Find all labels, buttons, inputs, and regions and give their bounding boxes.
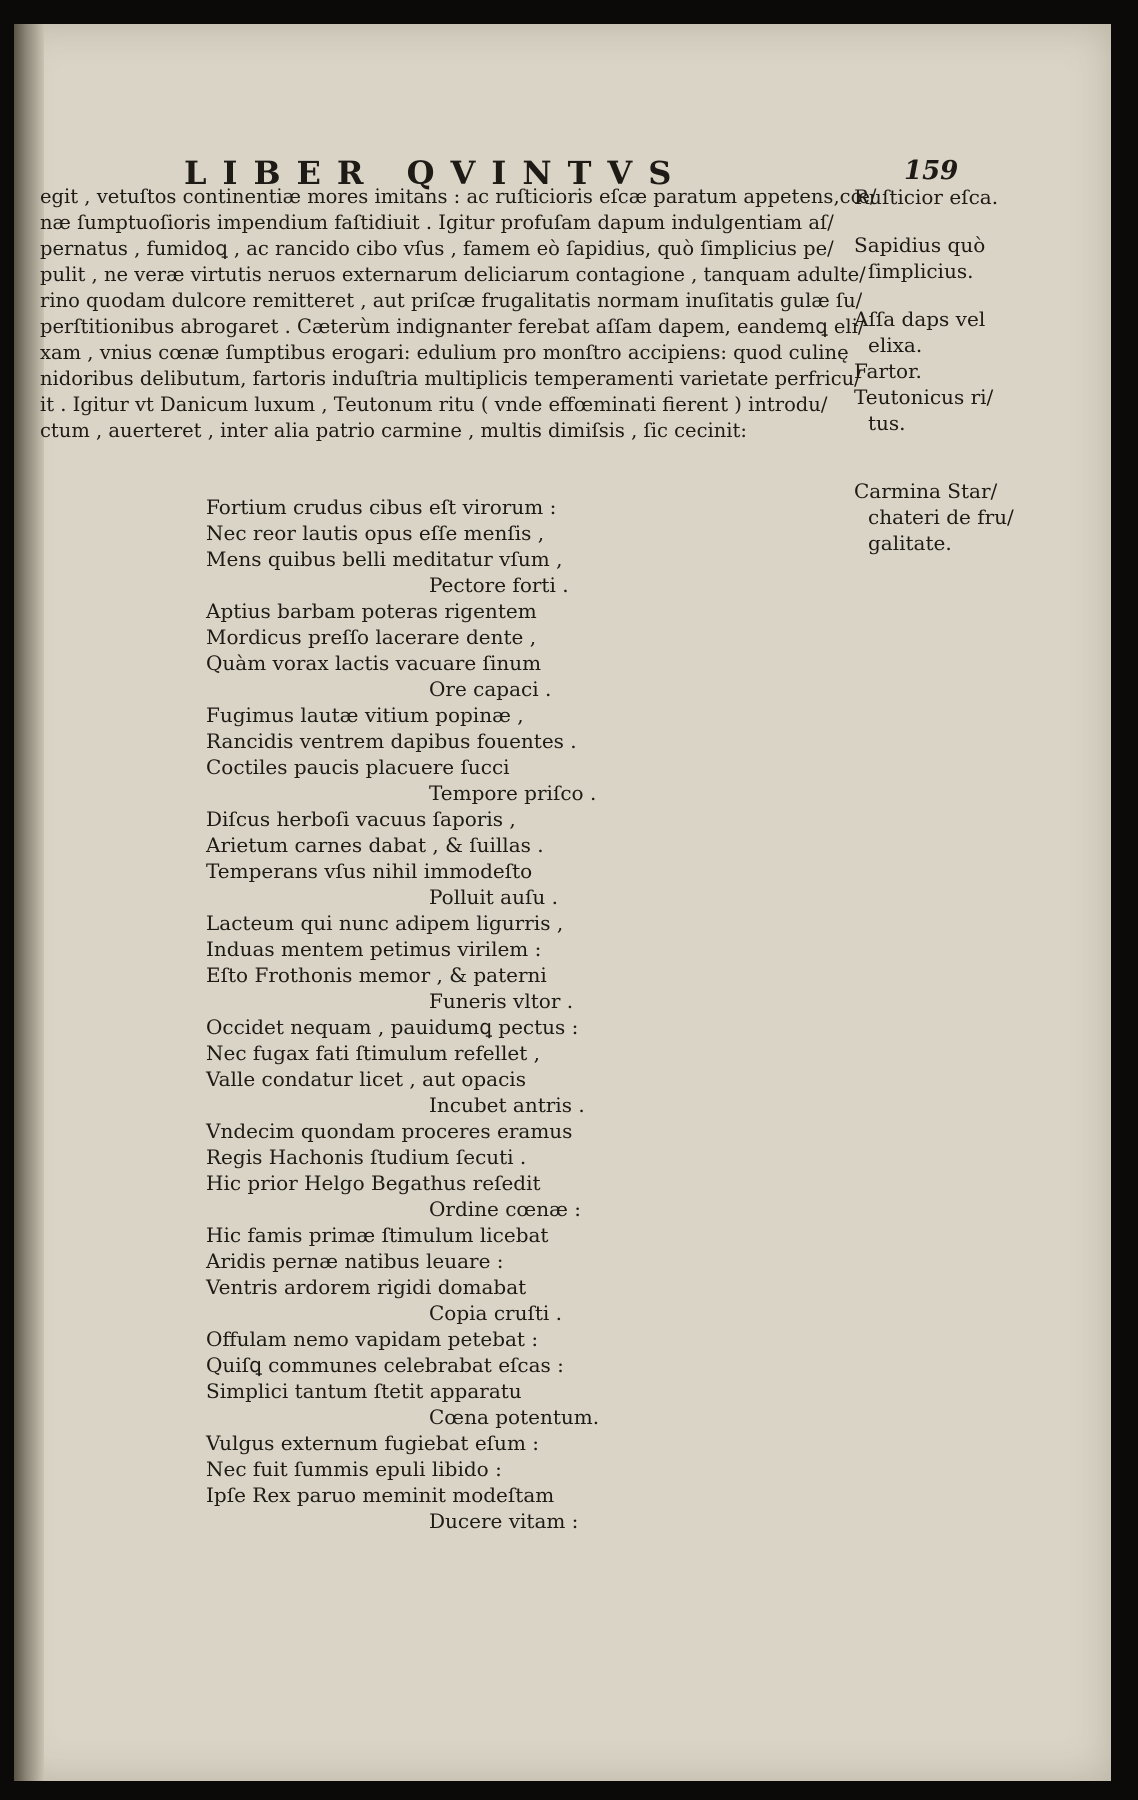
poem-line: Aptius barbam poteras rigentem: [206, 599, 537, 623]
poem-line: Temperans vſus nihil immodeſto: [206, 859, 533, 883]
prose-line: rino quodam dulcore remitteret , aut priſcæ frugalitatis normam inuſitatis gulæ ſu/: [40, 289, 863, 312]
poem-line: Quiſꝗ communes celebrabat eſcas :: [206, 1353, 564, 1377]
prose-line: pernatus , fumidoꝗ , ac rancido cibo vſus , famem eò ſapidius, quò ſimplicius pe/: [40, 237, 834, 260]
prose-block: [40, 184, 877, 444]
prose-line: pulit , ne veræ virtutis neruos externarum deliciarum contagione , tanquam adulte/: [40, 263, 866, 286]
margin-notes: [854, 184, 1034, 556]
book-page: [14, 24, 1111, 1781]
margin-note-line: tus.: [868, 411, 906, 435]
margin-note-line: Sapidius quò: [854, 233, 986, 257]
poem-line: Occidet nequam , pauidumꝗ pectus :: [206, 1015, 579, 1039]
prose-line: egit , vetuſtos continentiæ mores imitans : ac ruſticioris eſcæ paratum appetens,cœ/: [40, 185, 877, 208]
margin-note-line: Aſſa daps vel: [854, 307, 986, 331]
margin-note: [854, 306, 1034, 358]
margin-note-line: ſimplicius.: [868, 259, 974, 283]
poem-line: Aridis pernæ natibus leuare :: [206, 1249, 504, 1273]
poem-line: Nec reor lautis opus eſſe menſis ,: [206, 521, 545, 545]
poem-adonic-line: Pectore forti .: [429, 573, 569, 597]
prose-line: nidoribus delibutum, fartoris induſtria multiplicis temperamenti varietate perfricu/: [40, 367, 861, 390]
poem-line: Ipſe Rex paruo meminit modeſtam: [206, 1483, 555, 1507]
poem-adonic-line: Incubet antris .: [429, 1093, 585, 1117]
margin-note-line: elixa.: [868, 333, 923, 357]
prose-line: xam , vnius cœnæ ſumptibus erogari: edulium pro monſtro accipiens: quod culinę: [40, 341, 849, 364]
margin-note-line: chateri de fru/: [868, 505, 1014, 529]
margin-note-line: Fartor.: [854, 359, 922, 383]
poem-line: Hic famis primæ ſtimulum licebat: [206, 1223, 549, 1247]
poem-line: Fugimus lautæ vitium popinæ ,: [206, 703, 524, 727]
prose-line: ctum , auerteret , inter alia patrio carmine , multis dimiſsis , ſic cecinit:: [40, 419, 747, 442]
poem-line: Mordicus preſſo lacerare dente ,: [206, 625, 537, 649]
poem-line: Mens quibus belli meditatur vſum ,: [206, 547, 563, 571]
margin-note-line: Carmina Star/: [854, 479, 998, 503]
poem-adonic-line: Ducere vitam :: [429, 1509, 579, 1533]
poem-adonic-line: Tempore priſco .: [429, 781, 597, 805]
poem-line: Hic prior Helgo Begathus reſedit: [206, 1171, 541, 1195]
poem-adonic-line: Cœna potentum.: [429, 1405, 600, 1429]
poem-adonic-line: Copia cruſti .: [429, 1301, 563, 1325]
poem-adonic-line: Ordine cœnæ :: [429, 1197, 581, 1221]
prose-line: perſtitionibus abrogaret . Cæterùm indignanter ferebat aſſam dapem, eandemꝗ eli/: [40, 315, 865, 338]
margin-note-line: Teutonicus ri/: [854, 385, 994, 409]
poem-adonic-line: Polluit auſu .: [429, 885, 558, 909]
poem-line: Vulgus externum fugiebat eſum :: [206, 1431, 539, 1455]
margin-note-line: galitate.: [868, 531, 952, 555]
margin-note: [854, 384, 1034, 436]
margin-note-line: Ruſticior eſca.: [854, 185, 999, 209]
margin-note: [854, 358, 1034, 384]
poem-adonic-line: Funeris vltor .: [429, 989, 574, 1013]
prose-line: it . Igitur vt Danicum luxum , Teutonum ritu ( vnde effœminati fierent ) introdu/: [40, 393, 828, 416]
margin-note: [854, 184, 1034, 210]
margin-note: [854, 478, 1034, 556]
poem-line: Lacteum qui nunc adipem ligurris ,: [206, 911, 564, 935]
running-title: LIBER QVINTVS: [184, 154, 688, 192]
poem-block: [206, 494, 626, 1534]
poem-line: Diſcus herboſi vacuus ſaporis ,: [206, 807, 516, 831]
margin-note: [854, 232, 1034, 284]
poem-line: Rancidis ventrem dapibus fouentes .: [206, 729, 577, 753]
poem-line: Eſto Frothonis memor , & paterni: [206, 963, 547, 987]
poem-line: Vndecim quondam proceres eramus: [206, 1119, 573, 1143]
poem-line: Coctiles paucis placuere ſucci: [206, 755, 510, 779]
page-number: 159: [904, 156, 959, 186]
poem-line: Ventris ardorem rigidi domabat: [206, 1275, 527, 1299]
poem-line: Valle condatur licet , aut opacis: [206, 1067, 526, 1091]
poem-line: Simplici tantum ſtetit apparatu: [206, 1379, 522, 1403]
prose-line: næ ſumptuoſioris impendium faſtidiuit . Igitur profuſam dapum indulgentiam aſ/: [40, 211, 834, 234]
poem-adonic-line: Ore capaci .: [429, 677, 552, 701]
poem-line: Offulam nemo vapidam petebat :: [206, 1327, 539, 1351]
poem-line: Regis Hachonis ſtudium ſecuti .: [206, 1145, 527, 1169]
poem-line: Nec fugax fati ſtimulum refellet ,: [206, 1041, 540, 1065]
poem-line: Arietum carnes dabat , & ſuillas .: [206, 833, 544, 857]
poem-line: Quàm vorax lactis vacuare ſinum: [206, 651, 542, 675]
poem-line: Fortium crudus cibus eſt virorum :: [206, 495, 557, 519]
poem-line: Induas mentem petimus virilem :: [206, 937, 542, 961]
poem-line: Nec fuit ſummis epuli libido :: [206, 1457, 502, 1481]
